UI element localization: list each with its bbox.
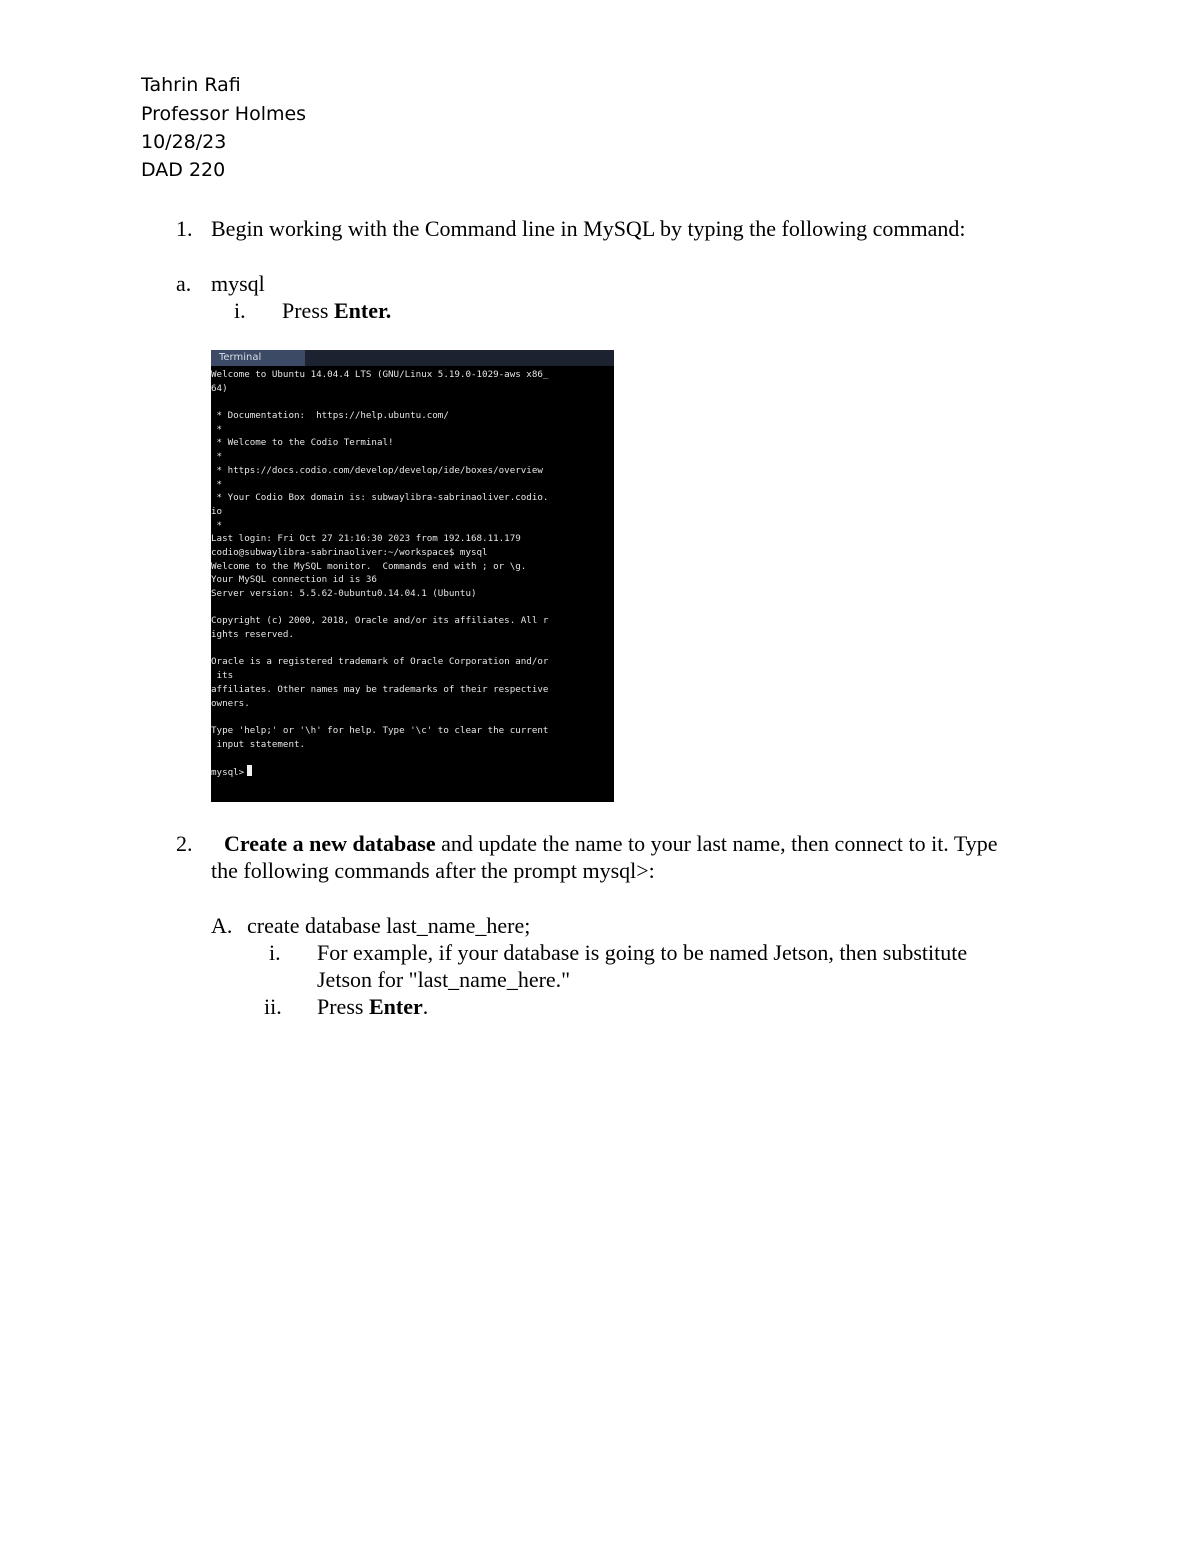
terminal-line: Welcome to Ubuntu 14.04.4 LTS (GNU/Linux 5.19.0-1029-aws x86_ xyxy=(211,369,549,380)
terminal-line xyxy=(211,751,614,765)
terminal-line: io xyxy=(211,505,223,517)
step-2A-marker: A. xyxy=(211,913,233,938)
step-2Ai-line-2: Jetson for "last_name_here." xyxy=(317,967,571,992)
step-2-rest: and update the name to your last name, then connect to it. Type xyxy=(435,831,998,856)
terminal-cursor xyxy=(247,765,252,776)
terminal-line: codio@subwaylibra-sabrinaoliver:~/workspace$ mysql xyxy=(211,546,488,558)
step-2-line-1 xyxy=(224,830,998,857)
step-1ai-prefix: Press xyxy=(282,298,334,323)
step-2-bold: Create a new database xyxy=(224,831,436,856)
mysql-prompt: mysql> xyxy=(211,766,245,778)
terminal-line: * Welcome to the Codio Terminal! xyxy=(211,437,394,449)
terminal-line: * Your Codio Box domain is: subwaylibra-sabrinaoliver.codio. xyxy=(211,492,549,504)
terminal-titlebar xyxy=(211,350,614,366)
step-1-text: Begin working with the Command line in MySQL by typing the following command: xyxy=(211,216,966,241)
terminal-line: input statement. xyxy=(211,738,306,750)
step-1ai-marker: i. xyxy=(234,298,246,323)
terminal-line: its xyxy=(211,670,234,682)
enter-key-label: Enter. xyxy=(333,298,392,323)
terminal-line: * Documentation: https://help.ubuntu.com/ xyxy=(211,410,449,422)
step-1a-marker: a. xyxy=(176,271,192,296)
step-2Ai-line-1: For example, if your database is going to be named Jetson, then substitute xyxy=(317,940,968,965)
terminal-line: * xyxy=(211,423,223,435)
step-2Ai-marker: i. xyxy=(269,940,281,965)
step-1-number: 1. xyxy=(176,216,193,241)
terminal-line: owners. xyxy=(211,697,250,709)
terminal-screenshot xyxy=(211,350,614,802)
step-2Aii-text xyxy=(317,993,428,1020)
terminal-line: Last login: Fri Oct 27 21:16:30 2023 from 192.168.11.179 xyxy=(211,533,521,545)
enter-key-label-2: Enter xyxy=(368,994,423,1019)
step-2A-text: create database last_name_here; xyxy=(247,913,531,938)
terminal-line: Server version: 5.5.62-0ubuntu0.14.04.1 (Ubuntu) xyxy=(211,588,477,599)
step-2Aii-suffix: . xyxy=(422,994,429,1019)
terminal-line: Type 'help;' or '\h' for help. Type '\c' to clear the current xyxy=(211,724,549,736)
terminal-line: * https://docs.codio.com/develop/develop/ide/boxes/overview xyxy=(211,464,543,476)
terminal-line: * xyxy=(211,478,223,490)
terminal-line: Welcome to the MySQL monitor. Commands end with ; or \g. xyxy=(211,560,527,572)
terminal-line: 64) xyxy=(211,382,228,394)
terminal-line: Oracle is a registered trademark of Oracle Corporation and/or xyxy=(211,656,549,668)
terminal-line: Your MySQL connection id is 36 xyxy=(211,574,377,586)
step-2Aii-prefix: Press xyxy=(317,994,369,1019)
professor-name: Professor Holmes xyxy=(141,103,307,125)
step-2Aii-marker: ii. xyxy=(264,994,282,1019)
author-name: Tahrin Rafi xyxy=(141,74,241,96)
terminal-line: affiliates. Other names may be trademarks of their respective xyxy=(211,683,549,695)
terminal-line: * xyxy=(211,451,223,463)
terminal-line xyxy=(211,642,614,656)
terminal-line: ights reserved. xyxy=(211,629,294,641)
document-date: 10/28/23 xyxy=(141,131,227,153)
terminal-tab: Terminal xyxy=(211,350,305,366)
terminal-line xyxy=(211,710,614,724)
step-2-number: 2. xyxy=(176,831,193,856)
terminal-line: Copyright (c) 2000, 2018, Oracle and/or its affiliates. All r xyxy=(211,615,549,627)
terminal-output xyxy=(211,368,614,779)
terminal-line: * xyxy=(211,519,223,531)
terminal-line xyxy=(211,601,614,615)
step-1ai-text xyxy=(282,297,391,324)
step-2-line-2: the following commands after the prompt mysql>: xyxy=(211,858,655,883)
terminal-prompt-line xyxy=(211,765,614,779)
course-code: DAD 220 xyxy=(141,159,226,181)
terminal-line xyxy=(211,395,614,409)
step-1a-text: mysql xyxy=(211,271,265,296)
